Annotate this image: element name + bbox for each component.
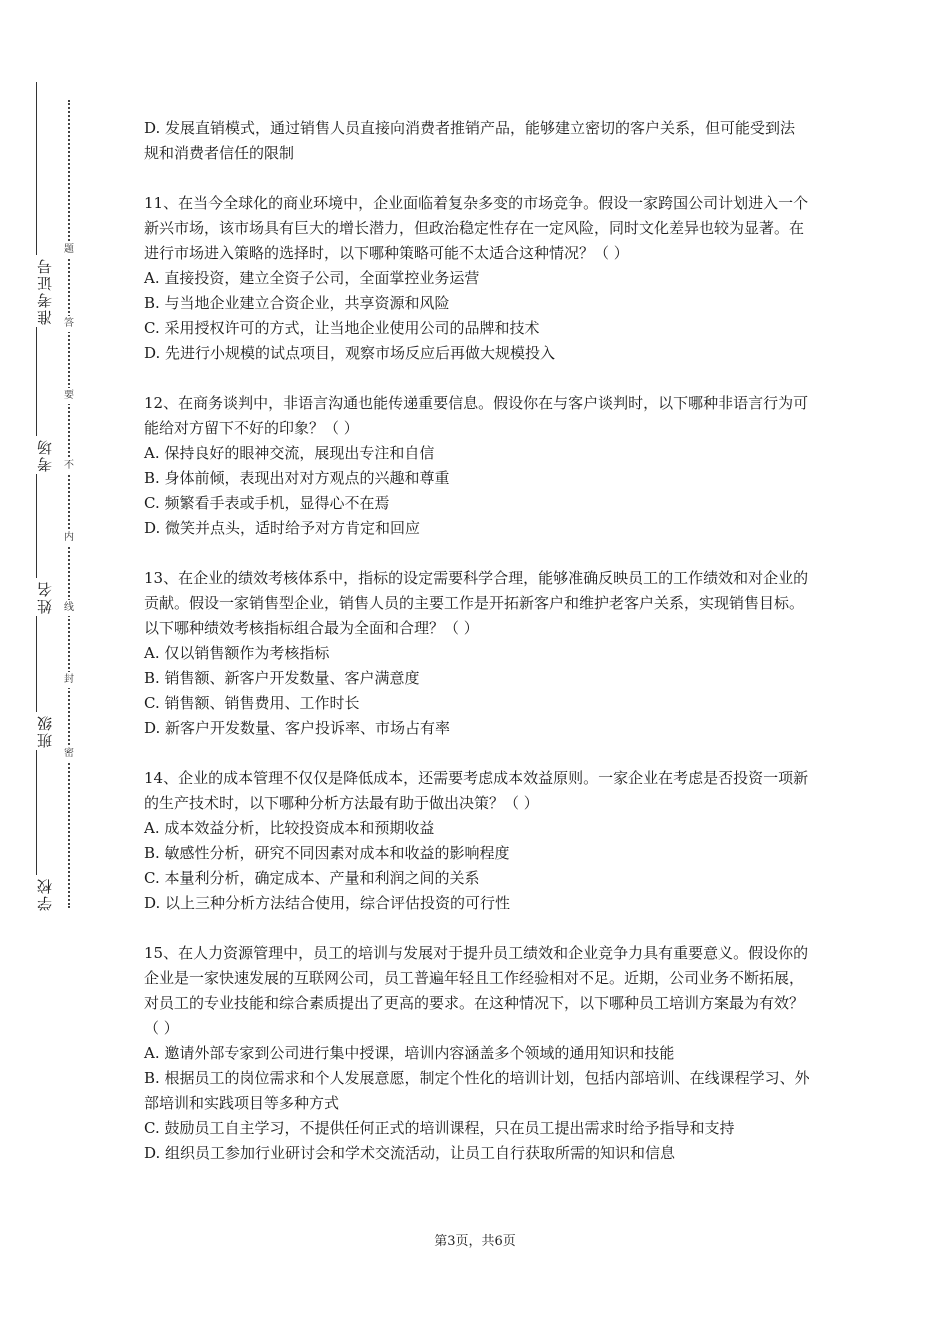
intro-option: D. 发展直销模式，通过销售人员直接向消费者推销产品，能够建立密切的客户关系，但可能受到法规和消费者信任的限制 <box>144 119 796 162</box>
binding-solid-line <box>36 82 37 897</box>
question-14 <box>144 766 810 916</box>
exam-content <box>144 116 810 1166</box>
option-b: B. 根据员工的岗位需求和个人发展意愿，制定个性化的培训计划，包括内部培训、在线课程学习、外部培训和实践项目等多种方式 <box>144 1069 810 1112</box>
field-name: 姓名 <box>36 580 54 614</box>
option-c: C. 频繁看手表或手机，显得心不在焉 <box>144 494 390 512</box>
option-a: A. 保持良好的眼神交流，展现出专注和自信 <box>144 444 435 462</box>
seal-char: 答 <box>61 316 77 332</box>
option-a: A. 邀请外部专家到公司进行集中授课，培训内容涵盖多个领域的通用知识和技能 <box>144 1044 675 1062</box>
question-12 <box>144 391 810 541</box>
seal-char: 题 <box>61 242 77 258</box>
question-13 <box>144 566 810 741</box>
option-a: A. 仅以销售额作为考核指标 <box>144 644 330 662</box>
option-b: B. 敏感性分析，研究不同因素对成本和收益的影响程度 <box>144 844 510 862</box>
seal-dotted-line <box>68 100 70 908</box>
option-d: D. 新客户开发数量、客户投诉率、市场占有率 <box>144 719 451 737</box>
seal-char: 不 <box>61 458 77 474</box>
option-c: C. 销售额、销售费用、工作时长 <box>144 694 360 712</box>
question-stem: 15、在人力资源管理中，员工的培训与发展对于提升员工绩效和企业竞争力具有重要意义。假设你的企业是一家快速发展的互联网公司，员工普遍年轻且工作经验相对不足。近期，公司业务不断拓展，对员工的专业技能和综合素质提出了更高的要求。在这种情况下，以下哪种员工培训方案最为有效？（ ） <box>144 944 809 1037</box>
field-exam-room: 考场 <box>36 438 54 472</box>
option-d: D. 组织员工参加行业研讨会和学术交流活动，让员工自行获取所需的知识和信息 <box>144 1144 676 1162</box>
binding-margin <box>0 0 100 1344</box>
page-footer: 第3页，共6页 <box>434 1234 516 1249</box>
seal-char: 密 <box>61 746 77 762</box>
question-15 <box>144 941 810 1166</box>
field-exam-number: 准考证号 <box>36 257 54 325</box>
question-stem: 12、在商务谈判中，非语言沟通也能传递重要信息。假设你在与客户谈判时，以下哪种非语言行为可能给对方留下不好的印象？（ ） <box>144 394 809 437</box>
field-school: 学校 <box>36 877 54 911</box>
option-c: C. 采用授权许可的方式，让当地企业使用公司的品牌和技术 <box>144 319 540 337</box>
option-b: B. 与当地企业建立合资企业，共享资源和风险 <box>144 294 450 312</box>
option-b: B. 销售额、新客户开发数量、客户满意度 <box>144 669 420 687</box>
seal-char: 内 <box>61 530 77 546</box>
field-class: 班级 <box>36 714 54 748</box>
question-stem: 14、企业的成本管理不仅仅是降低成本，还需要考虑成本效益原则。一家企业在考虑是否投资一项新的生产技术时，以下哪种分析方法最有助于做出决策？（ ） <box>144 769 809 812</box>
option-a: A. 成本效益分析，比较投资成本和预期收益 <box>144 819 435 837</box>
seal-char: 线 <box>61 600 77 616</box>
option-a: A. 直接投资，建立全资子公司，全面掌控业务运营 <box>144 269 480 287</box>
option-c: C. 鼓励员工自主学习，不提供任何正式的培训课程，只在员工提出需求时给予指导和支持 <box>144 1119 735 1137</box>
question-stem: 13、在企业的绩效考核体系中，指标的设定需要科学合理，能够准确反映员工的工作绩效和对企业的贡献。假设一家销售型企业，销售人员的主要工作是开拓新客户和维护老客户关系，实现销售目标。以下哪种绩效考核指标组合最为全面和合理？（ ） <box>144 569 809 637</box>
option-b: B. 身体前倾，表现出对对方观点的兴趣和尊重 <box>144 469 450 487</box>
seal-char: 要 <box>61 388 77 404</box>
option-d: D. 先进行小规模的试点项目，观察市场反应后再做大规模投入 <box>144 344 556 362</box>
seal-char: 封 <box>61 672 77 688</box>
option-d: D. 微笑并点头，适时给予对方肯定和回应 <box>144 519 421 537</box>
question-stem: 11、在当今全球化的商业环境中，企业面临着复杂多变的市场竞争。假设一家跨国公司计划进入一个新兴市场，该市场具有巨大的增长潜力，但政治稳定性存在一定风险，同时文化差异也较为显著。在进行市场进入策略的选择时，以下哪种策略可能不太适合这种情况？（ ） <box>144 194 809 262</box>
option-c: C. 本量利分析，确定成本、产量和利润之间的关系 <box>144 869 480 887</box>
option-d: D. 以上三种分析方法结合使用，综合评估投资的可行性 <box>144 894 511 912</box>
question-11 <box>144 191 810 366</box>
